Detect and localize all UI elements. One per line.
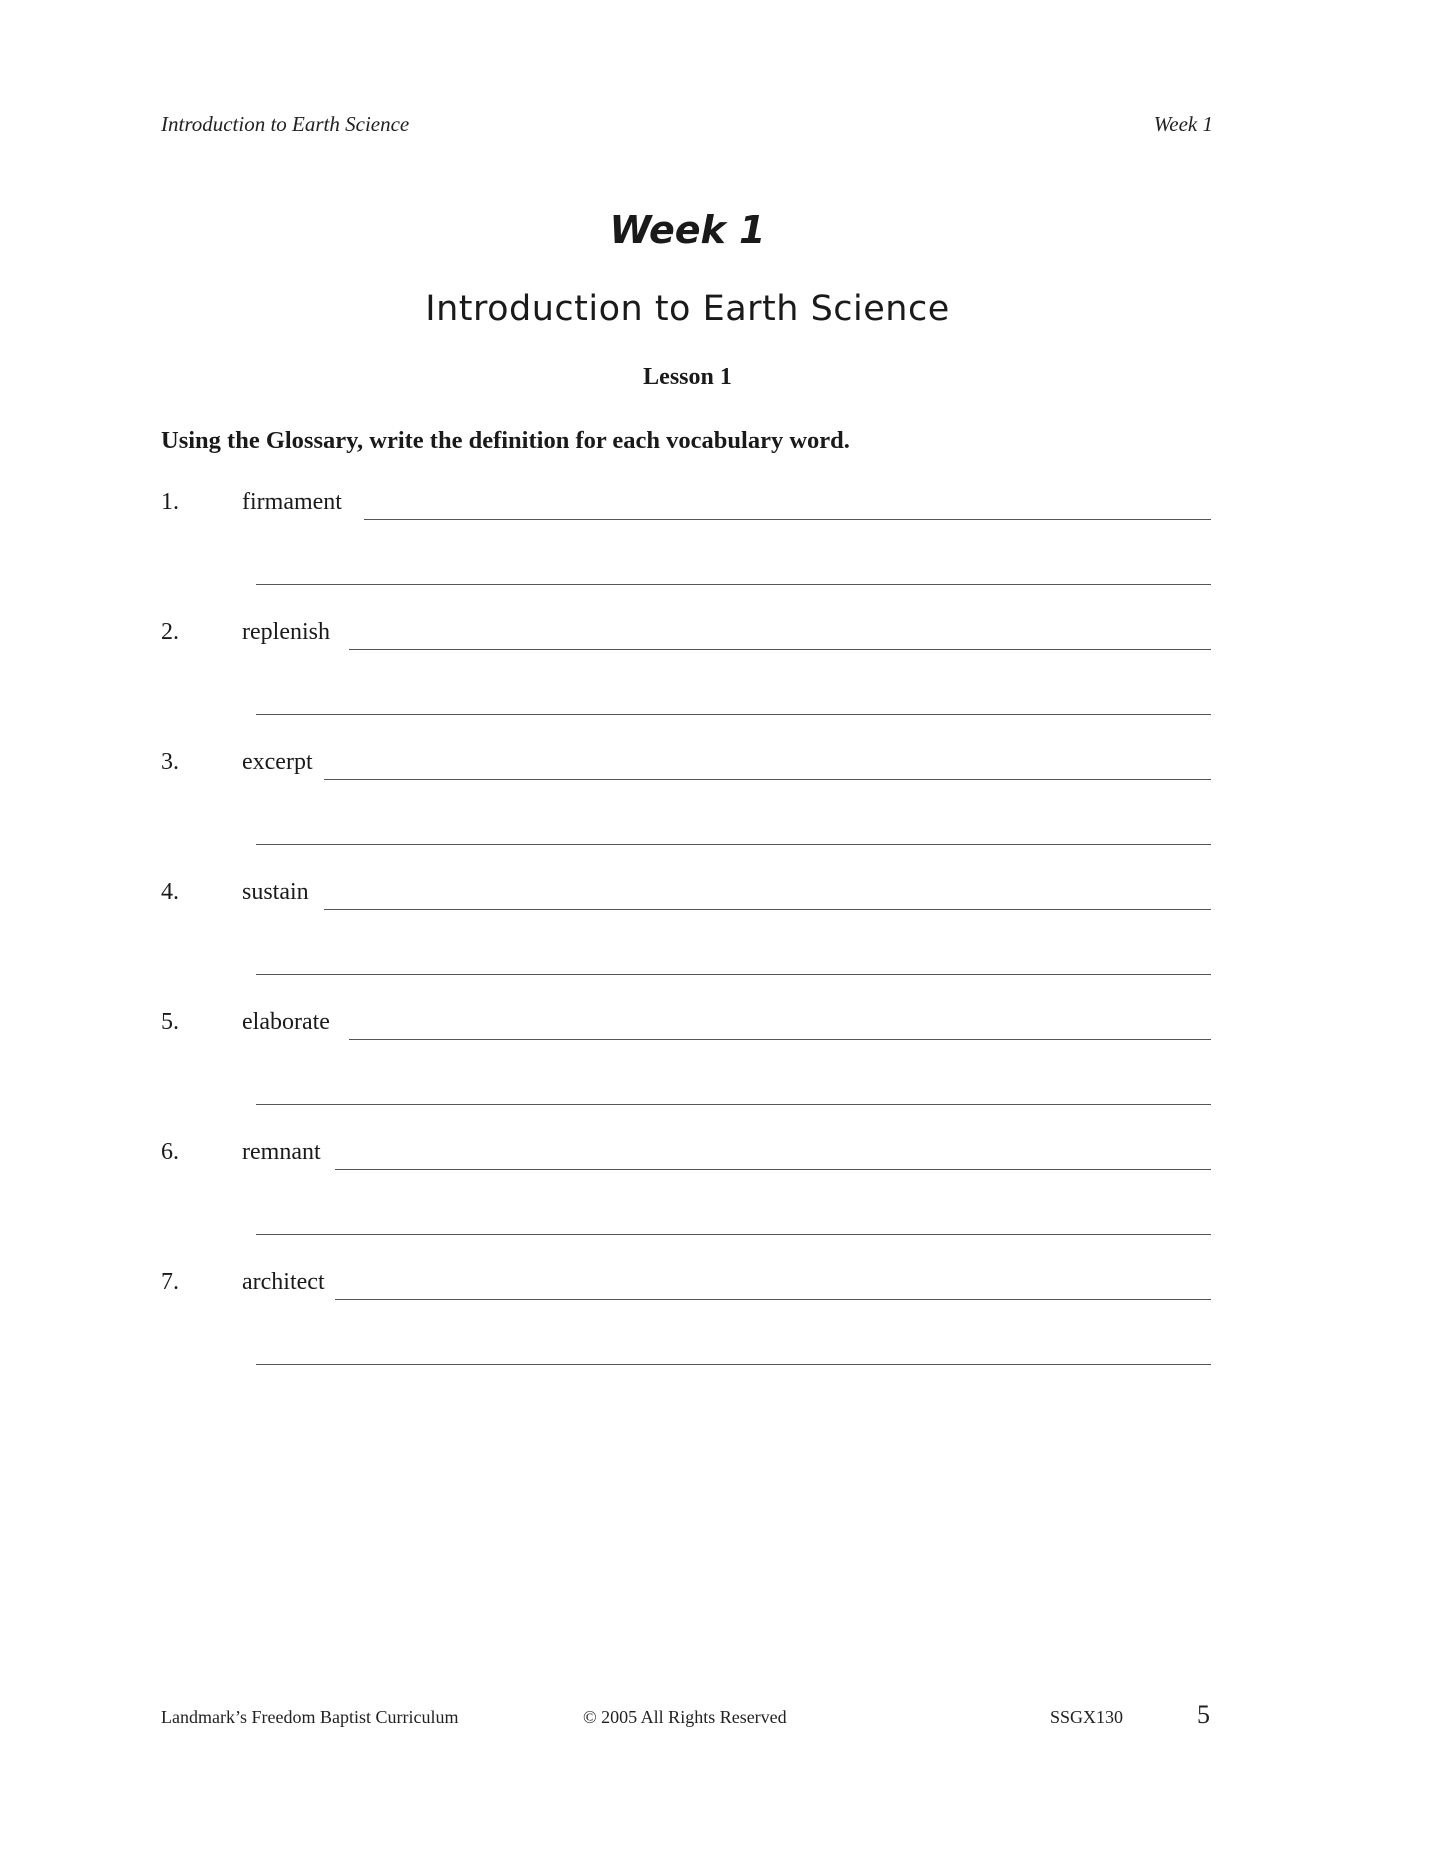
- definition-answer-line-continued[interactable]: [256, 1104, 1211, 1105]
- vocabulary-word: elaborate: [242, 1009, 330, 1035]
- definition-answer-line-continued[interactable]: [256, 1234, 1211, 1235]
- item-number: 5.: [161, 1009, 179, 1035]
- definition-answer-line[interactable]: [335, 1299, 1211, 1300]
- vocabulary-word: architect: [242, 1269, 325, 1295]
- definition-answer-line[interactable]: [335, 1169, 1211, 1170]
- definition-answer-line[interactable]: [364, 519, 1211, 520]
- definition-answer-line-continued[interactable]: [256, 844, 1211, 845]
- vocabulary-word: sustain: [242, 879, 309, 905]
- definition-answer-line[interactable]: [324, 909, 1211, 910]
- vocabulary-word: excerpt: [242, 749, 313, 775]
- footer-copyright: © 2005 All Rights Reserved: [583, 1707, 787, 1727]
- page-subtitle: Introduction to Earth Science: [425, 289, 950, 329]
- vocabulary-word: replenish: [242, 619, 330, 645]
- definition-answer-line-continued[interactable]: [256, 714, 1211, 715]
- vocabulary-item: [161, 879, 1211, 1009]
- item-number: 3.: [161, 749, 179, 775]
- instruction-text: Using the Glossary, write the definition for each vocabulary word.: [161, 427, 850, 454]
- vocabulary-item: [161, 489, 1211, 619]
- definition-answer-line[interactable]: [349, 649, 1211, 650]
- item-number: 7.: [161, 1269, 179, 1295]
- definition-answer-line-continued[interactable]: [256, 584, 1211, 585]
- item-number: 6.: [161, 1139, 179, 1165]
- vocabulary-item: [161, 1139, 1211, 1269]
- footer-course-code: SSGX130: [1050, 1707, 1124, 1727]
- lesson-heading: Lesson 1: [643, 364, 732, 390]
- vocabulary-item: [161, 1269, 1211, 1399]
- running-header-right: Week 1: [1153, 112, 1213, 136]
- item-number: 4.: [161, 879, 179, 905]
- page-title: Week 1: [609, 208, 766, 252]
- footer-publisher: Landmark’s Freedom Baptist Curriculum: [161, 1707, 459, 1727]
- item-number: 1.: [161, 489, 179, 515]
- vocabulary-item: [161, 619, 1211, 749]
- page-number: 5: [1197, 1700, 1210, 1729]
- running-header-left: Introduction to Earth Science: [161, 112, 410, 136]
- vocabulary-item: [161, 1009, 1211, 1139]
- definition-answer-line-continued[interactable]: [256, 1364, 1211, 1365]
- vocabulary-word: remnant: [242, 1139, 321, 1165]
- item-number: 2.: [161, 619, 179, 645]
- definition-answer-line[interactable]: [324, 779, 1211, 780]
- definition-answer-line[interactable]: [349, 1039, 1211, 1040]
- vocabulary-item: [161, 749, 1211, 879]
- vocabulary-word: firmament: [242, 489, 342, 515]
- definition-answer-line-continued[interactable]: [256, 974, 1211, 975]
